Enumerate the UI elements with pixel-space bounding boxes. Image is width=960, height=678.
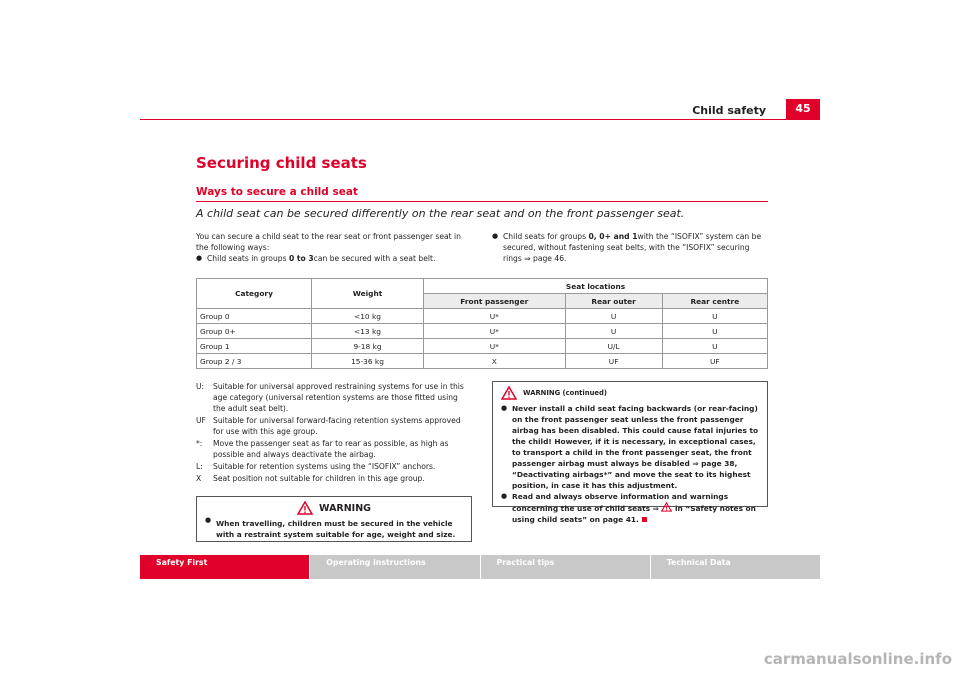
page-number: 45 [786,99,820,119]
cell-front: U* [424,339,566,354]
legend-text: Seat position not suitable for children in this age group. [213,474,425,483]
warning-bullet-rear-facing: ● Never install a child seat facing backwards (or rear-facing) on the front passenger seat unless the front passenger airbag has been disabled. This could cause fatal injuries to the child! However, if it is necessary, in exceptional cases, to transport a child in the front passenger seat, the front passenger airbag must always be disabled ⇒ page 38, “Deactivating airbags*” and move the seat to its highest position, in case it has this adjustment. [501,403,759,491]
sub-title: Ways to secure a child seat [196,186,358,198]
legend-item [196,473,472,484]
legend-item [196,415,472,437]
cell-front: U* [424,309,566,324]
table-header-row [197,279,768,294]
table-row [197,309,768,324]
legend-item [196,461,472,472]
warning-continued-label: WARNING (continued) [523,389,608,397]
warning-label: WARNING [319,502,371,514]
cell-rear-outer: U [565,309,662,324]
cell-category: Group 0+ [197,324,312,339]
tab-operating-instructions[interactable]: Operating instructions [309,555,479,579]
sub-title-rule [196,201,768,202]
bullet-bold: 0, 0+ and 1 [588,232,638,241]
lead-text: A child seat can be secured differently on the rear seat and on the front passenger seat. [196,207,685,220]
legend-text: Suitable for universal approved restraining systems for use in this age category (universal retention systems are those fitted using the adult seat belt). [213,382,464,413]
tab-safety-first[interactable]: Safety First [140,555,309,579]
header-rule [140,119,820,120]
cell-rear-centre: UF [662,354,767,369]
bullet-text: with the “ISOFIX” system can be secured, without fastening seat belts, with the “ISOFIX” securing rings ⇒ page 46. [503,232,762,263]
legend-key: UF [196,416,206,425]
table-row [197,354,768,369]
legend-text: Move the passenger seat as far to rear as possible, as high as possible and always deactivate the airbag. [213,439,449,459]
cell-front: X [424,354,566,369]
intro-left [196,231,466,264]
warning-bullet-observe [501,491,759,525]
header-category: Category [197,279,312,309]
bullet-text: in “Safety notes on using child seats” on page 41. [512,504,756,524]
cell-rear-outer: U/L [565,339,662,354]
tab-technical-data[interactable]: Technical Data [650,555,820,579]
cell-weight: 9-18 kg [312,339,424,354]
warning-continued-body [493,400,767,525]
bullet-text: Child seats in groups [207,254,289,263]
cell-rear-centre: U [662,339,767,354]
legend [196,381,472,485]
header-weight: Weight [312,279,424,309]
cell-front: U* [424,324,566,339]
bullet-bold: 0 to 3 [288,254,314,263]
warning-continued-box [492,381,768,524]
table-row [197,324,768,339]
warning-text: ● When travelling, children must be secured in the vehicle with a restraint system suitable for age, weight and size. [205,515,471,540]
legend-key: U: [196,382,205,391]
warning-continued-header [493,382,767,400]
header-rear-centre: Rear centre [662,294,767,309]
header-front-passenger: Front passenger [424,294,566,309]
intro-right [492,231,768,264]
warning-triangle-icon [501,386,517,400]
watermark: carmanualsonline.info [763,650,952,668]
seat-locations-table [196,278,768,369]
header-title: Child safety [692,104,766,117]
intro-bullet-belt [196,253,466,264]
end-mark-icon [642,517,647,522]
legend-key: X [196,474,202,483]
legend-item [196,381,472,414]
cell-weight: <13 kg [312,324,424,339]
legend-item [196,438,472,460]
warning-box [196,496,472,542]
header-seat-locations: Seat locations [424,279,768,294]
cell-rear-centre: U [662,324,767,339]
cell-category: Group 2 / 3 [197,354,312,369]
warning-header [197,497,471,515]
warning-triangle-inline-icon [661,502,672,512]
warning-triangle-icon [297,501,313,515]
header-rear-outer: Rear outer [565,294,662,309]
section-title: Securing child seats [196,154,367,172]
cell-category: Group 0 [197,309,312,324]
cell-category: Group 1 [197,339,312,354]
intro-text: You can secure a child seat to the rear seat or front passenger seat in the following ways: [196,232,461,252]
tab-practical-tips[interactable]: Practical tips [480,555,650,579]
table-row [197,339,768,354]
bullet-text: can be secured with a seat belt. [313,254,436,263]
cell-rear-centre: U [662,309,767,324]
cell-weight: <10 kg [312,309,424,324]
legend-text: Suitable for universal forward-facing retention systems approved for use with this age group. [213,416,461,436]
legend-text: Suitable for retention systems using the “ISOFIX” anchors. [213,462,436,471]
bullet-text: Child seats for groups [503,232,589,241]
legend-key: *: [196,439,203,448]
cell-rear-outer: U [565,324,662,339]
footer-nav [140,555,820,579]
legend-key: L: [196,462,203,471]
cell-weight: 15-36 kg [312,354,424,369]
cell-rear-outer: UF [565,354,662,369]
bullet-text: Read and always observe information and warnings concerning the use of child seats ⇒ [512,492,729,513]
intro-bullet-isofix [492,231,768,264]
